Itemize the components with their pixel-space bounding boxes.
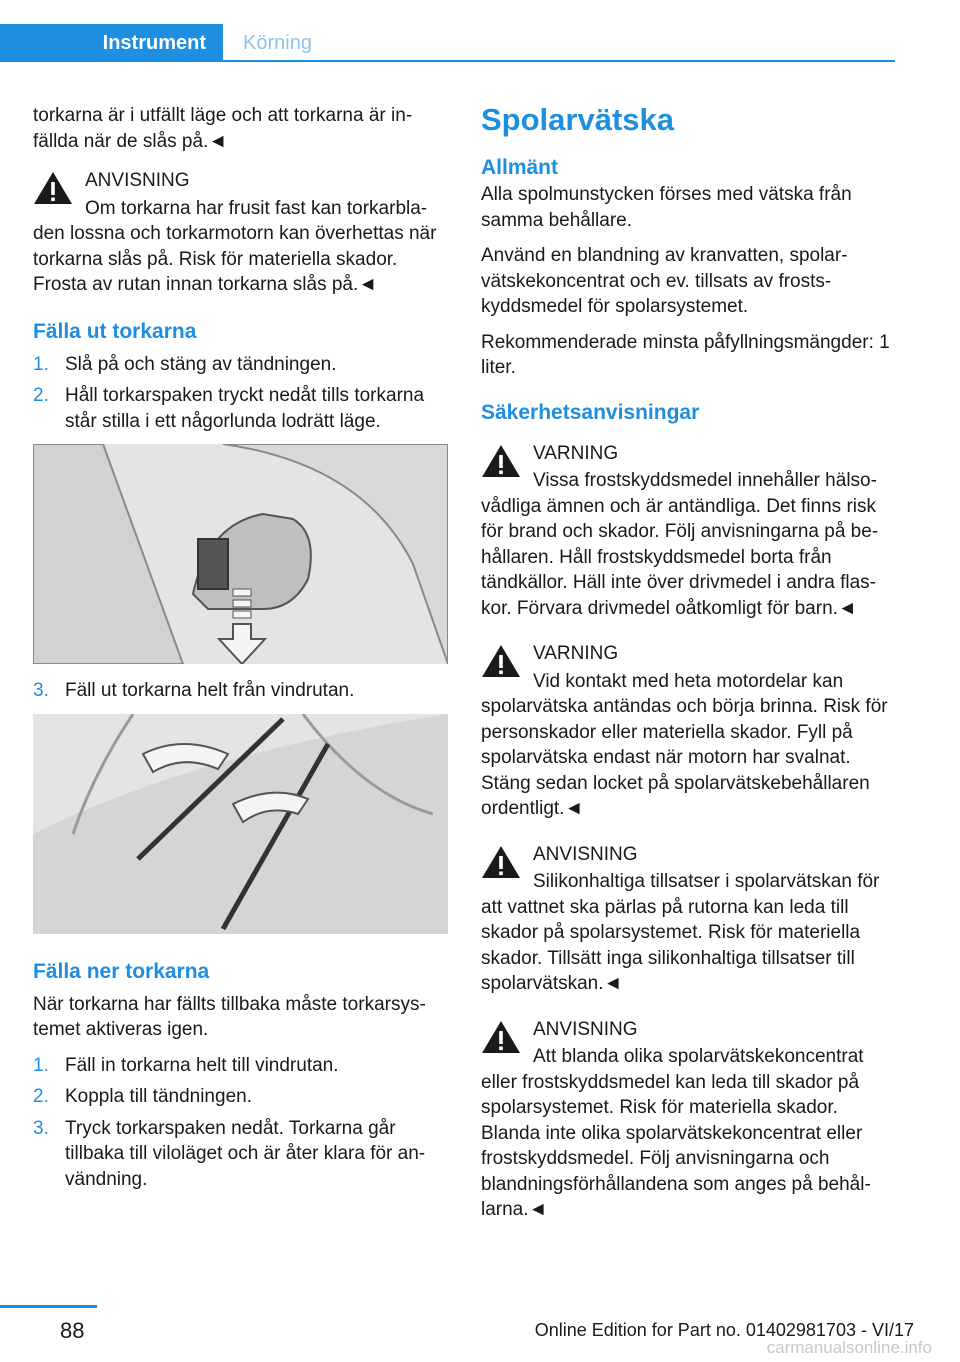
section-heading-general: Allmänt: [481, 156, 559, 179]
fold-down-intro: När torkarna har fällts tillbaka måste torkarsystemet aktiveras igen.: [33, 993, 426, 1040]
page-number: 88: [60, 1318, 85, 1343]
notice-body: Att blanda olika spolarvätskekoncentrat eller frostskyddsmedel kan leda till skador på spolarsystemet. Risk för materiella skador. Blanda inte olika spolarvätskekoncentrat eller frostskyddsmedel. Följ anvisningarna och blandningsförhållandena som anges på behållarna.◄: [481, 1046, 871, 1220]
warning-title: VARNING: [533, 643, 619, 664]
notice-body: Om torkarna har frusit fast kan torkarbladen lossna och torkarmotorn kan överhettas när torkarna slås på. Risk för materiella skador. Frosta av rutan innan torkarna slås på.◄: [33, 197, 437, 295]
notice-body: Silikonhaltiga tillsatser i spolarvätskan för att vattnet ska pärlas på rutorna kan leda till skador på spolarsystemet. Risk för materiella skador. Tillsätt inga silikonhaltiga tillsatser till spolarvätskan.◄: [481, 871, 880, 994]
section-heading-fold-down: Fälla ner torkarna: [33, 959, 210, 983]
fold-down-steps: [33, 1053, 448, 1193]
warning-box: [481, 641, 896, 822]
list-item: 2. Håll torkarspaken tryckt nedåt tills torkarna står stilla i ett någorlunda lodrätt läge.: [33, 385, 425, 432]
footer-rule: [0, 1305, 97, 1308]
notice-title: ANVISNING: [85, 170, 190, 191]
warning-triangle-icon: [33, 171, 73, 205]
list-item: 1. Slå på och stäng av tändningen.: [33, 353, 337, 375]
warning-triangle-icon: [481, 845, 521, 879]
general-paragraph-3: Rekommenderade minsta påfyllningsmängder: 1 liter.: [481, 331, 890, 378]
warning-triangle-icon: [481, 444, 521, 478]
tab-underline: [0, 60, 895, 62]
left-column: [33, 103, 448, 1202]
unfold-steps: [33, 352, 448, 435]
right-column: [481, 100, 896, 1243]
list-item: 3. Tryck torkarspaken nedåt. Torkarna går tillbaka till viloläget och är åter klara för användning.: [33, 1117, 426, 1190]
warning-body: Vissa frostskyddsmedel innehåller hälsovådliga ämnen och är antändliga. Det finns risk för brand och skador. Följ anvisningarna på behållaren. Håll frostskyddsmedel borta från tändkällor. Häll inte över drivmedel i andra flaskor. Förvara drivmedel oåtkomligt för barn.◄: [481, 470, 879, 619]
warning-box: [481, 441, 896, 622]
tab-instrument[interactable]: Instrument: [0, 24, 223, 62]
wipers-unfolded-illustration: [33, 714, 448, 934]
list-item: 1. Fäll in torkarna helt till vindrutan.: [33, 1054, 339, 1076]
warning-triangle-icon: [481, 644, 521, 678]
list-item: 3. Fäll ut torkarna helt från vindrutan.: [33, 680, 355, 701]
notice-title: ANVISNING: [533, 843, 638, 865]
warning-body: Vid kontakt med heta motordelar kan spolarvätska antändas och börja brinna. Risk för personskador eller materiella skador. Fyll på spolarvätska endast när motorn har svalnat. Stäng sedan locket på spolarvätskebehållaren ordentligt.◄: [481, 670, 888, 819]
watermark: carmanualsonline.info: [766, 1338, 932, 1357]
chapter-tabs: [0, 0, 960, 62]
notice-box: [33, 168, 448, 298]
notice-title: ANVISNING: [533, 1018, 638, 1040]
tab-korning[interactable]: Körning: [243, 31, 312, 54]
notice-box: [481, 842, 896, 997]
intro-paragraph: torkarna är i utfällt läge och att torkarna är infällda när de slås på.◄: [33, 105, 413, 152]
section-heading-safety: Säkerhetsanvisningar: [481, 400, 700, 424]
warning-triangle-icon: [481, 1020, 521, 1054]
wiper-stalk-illustration: [33, 444, 448, 664]
notice-box: [481, 1017, 896, 1223]
warning-title: VARNING: [533, 442, 619, 464]
list-item: 2. Koppla till tändningen.: [33, 1086, 252, 1107]
general-paragraph-2: Använd en blandning av kranvatten, spolarvätskekoncentrat och ev. tillsats av frostskyddsmedel för spolarsystemet.: [481, 245, 848, 317]
unfold-steps-continued: [33, 678, 448, 704]
section-heading-unfold: Fälla ut torkarna: [33, 319, 197, 343]
general-paragraph-1: Alla spolmunstycken förses med vätska från samma behållare.: [481, 184, 852, 231]
page-title: Spolarvätska: [481, 102, 674, 137]
edition-note: Online Edition for Part no. 01402981703 - VI/17: [534, 1320, 914, 1340]
